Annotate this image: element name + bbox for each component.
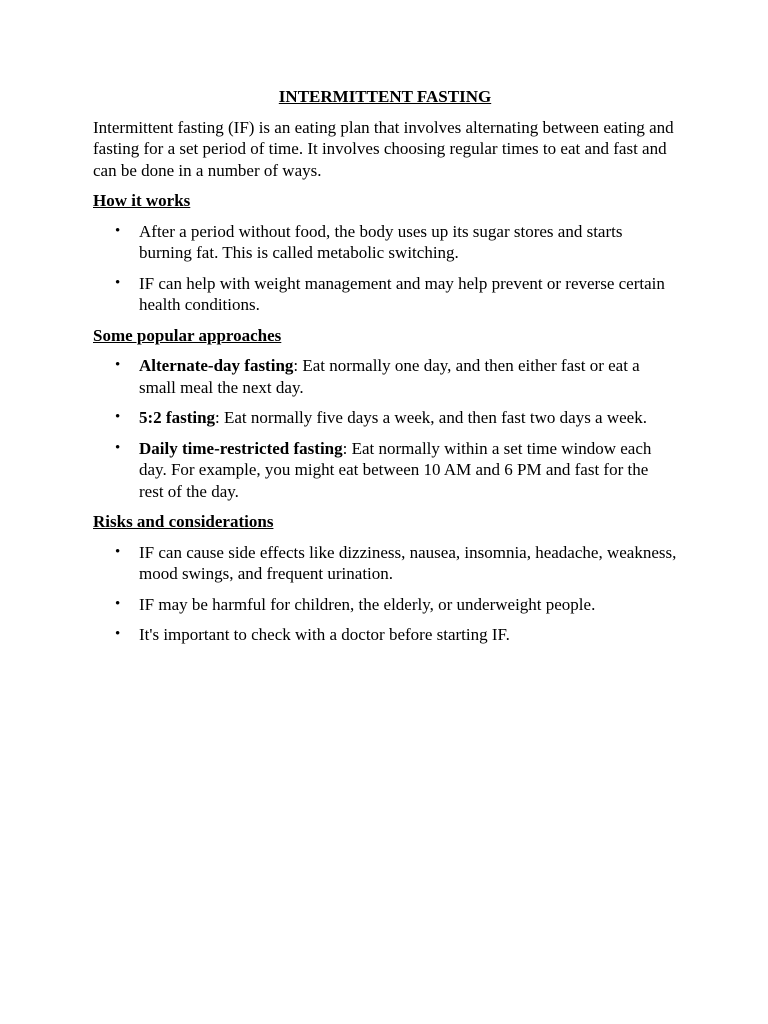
list-item	[93, 221, 677, 264]
list-item	[93, 438, 677, 503]
list-item-term: Alternate-day fasting	[139, 356, 294, 375]
bullet-icon: •	[115, 357, 121, 373]
bullet-icon: •	[115, 439, 121, 456]
list-item-text: After a period without food, the body uses up its sugar stores and starts burning fat. This is called metabolic switching.	[139, 221, 623, 262]
list-item	[93, 355, 677, 398]
list-item	[93, 273, 677, 316]
list-item-text: IF may be harmful for children, the elderly, or underweight people.	[139, 594, 596, 614]
bullet-icon: •	[115, 543, 121, 560]
list-item-text: IF can help with weight management and may help prevent or reverse certain health conditions.	[139, 273, 665, 314]
list-item-text: : Eat normally five days a week, and then fast two days a week.	[215, 408, 647, 427]
list-item	[93, 407, 677, 429]
list-item-text: It's important to check with a doctor before starting IF.	[139, 625, 510, 644]
document-page	[93, 86, 677, 655]
bullet-icon: •	[115, 626, 121, 642]
list-item-text: IF can cause side effects like dizziness, nausea, insomnia, headache, weakness, mood swings, and frequent urination.	[139, 542, 677, 583]
list-item	[93, 594, 677, 616]
intro-paragraph: Intermittent fasting (IF) is an eating plan that involves alternating between eating and fasting for a set period of time. It involves choosing regular times to eat and fast and can be done in a number of ways.	[93, 117, 674, 180]
bullet-icon: •	[115, 274, 121, 291]
bullet-list-risks	[93, 542, 677, 646]
section-heading-how-it-works: How it works	[93, 191, 191, 210]
bullet-icon: •	[115, 595, 121, 612]
section-heading-risks: Risks and considerations	[93, 512, 274, 531]
section-heading-popular-approaches: Some popular approaches	[93, 325, 282, 345]
list-item-term: 5:2 fasting	[139, 408, 216, 427]
list-item-term: Daily time-restricted fasting	[139, 438, 343, 458]
bullet-list-how-it-works	[93, 221, 677, 316]
bullet-icon: •	[115, 222, 121, 239]
bullet-list-popular-approaches	[93, 355, 677, 502]
list-item	[93, 624, 677, 646]
list-item-text: : Eat normally one day, and then either fast or eat a small meal the next day.	[139, 356, 640, 397]
list-item-text: : Eat normally within a set time window each day. For example, you might eat between 10 AM and 6 PM and fast for the rest of the day.	[139, 438, 652, 501]
document-title: INTERMITTENT FASTING	[278, 87, 492, 106]
list-item	[93, 542, 677, 585]
bullet-icon: •	[115, 409, 121, 425]
